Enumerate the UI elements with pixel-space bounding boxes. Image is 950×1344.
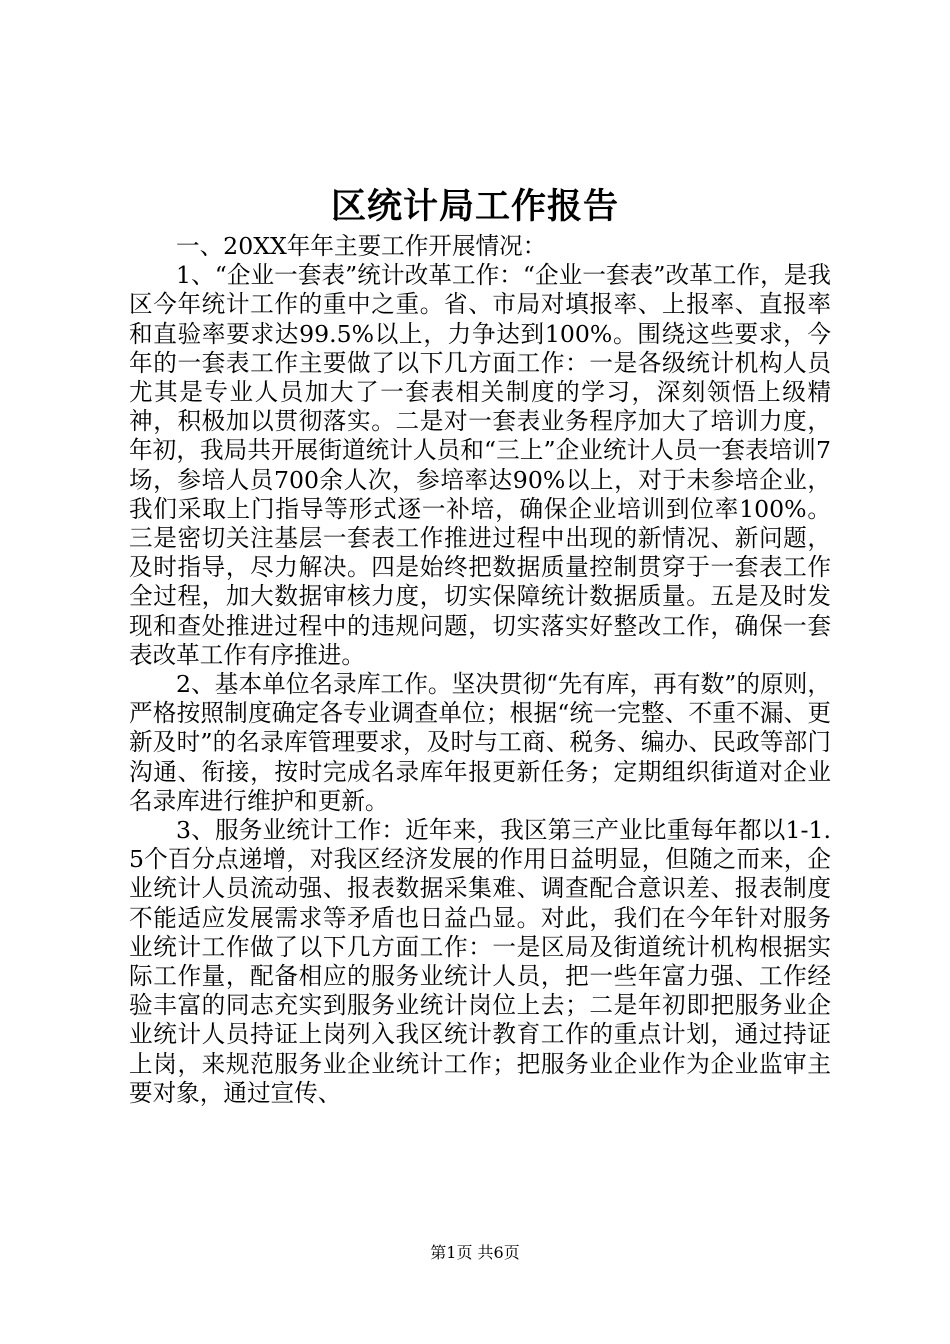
paragraph-enterprise-table: 1、“企业一套表”统计改革工作：“企业一套表”改革工作，是我区今年统计工作的重中之重。省、市局对填报率、上报率、直报率和直验率要求达99.5%以上，力争达到100%。围绕这些要求，今年的一套表工作主要做了以下几方面工作：一是各级统计机构人员尤其是专业人员加大了一套表相关制度的学习，深刻领悟上级精神，积极加以贯彻落实。二是对一套表业务程序加大了培训力度，年初，我局共开展街道统计人员和“三上”企业统计人员一套表培训7场，参培人员700余人次，参培率达90%以上，对于未参培企业，我们采取上门指导等形式逐一补培，确保企业培训到位率100%。三是密切关注基层一套表工作推进过程中出现的新情况、新问题，及时指导，尽力解决。四是始终把数据质量控制贯穿于一套表工作全过程，加大数据审核力度，切实保障统计数据质量。五是及时发现和查处推进过程中的违规问题，切实落实好整改工作，确保一套表改革工作有序推进。: [129, 261, 831, 669]
page-footer: 第1页 共6页: [430, 1243, 520, 1262]
section-heading: 一、20XX年年主要工作开展情况：: [176, 232, 547, 260]
document-body: [129, 232, 831, 1108]
document-title: 区统计局工作报告: [330, 186, 619, 227]
paragraph-unit-directory: 2、基本单位名录库工作。坚决贯彻“先有库，再有数”的原则，严格按照制度确定各专业调查单位；根据“统一完整、不重不漏、更新及时”的名录库管理要求，及时与工商、税务、编办、民政等部门沟通、衔接，按时完成名录库年报更新任务；定期组织街道对企业名录库进行维护和更新。: [129, 670, 831, 815]
paragraph-service-statistics: 3、服务业统计工作：近年来，我区第三产业比重每年都以1-1.5个百分点递增，对我区经济发展的作用日益明显，但随之而来，企业统计人员流动强、报表数据采集难、调查配合意识差、报表制度不能适应发展需求等矛盾也日益凸显。对此，我们在今年针对服务业统计工作做了以下几方面工作：一是区局及街道统计机构根据实际工作量，配备相应的服务业统计人员，把一些年富力强、工作经验丰富的同志充实到服务业统计岗位上去；二是年初即把服务业企业统计人员持证上岗列入我区统计教育工作的重点计划，通过持证上岗，来规范服务业企业统计工作；把服务业企业作为企业监审主要对象，通过宣传、: [129, 816, 831, 1107]
